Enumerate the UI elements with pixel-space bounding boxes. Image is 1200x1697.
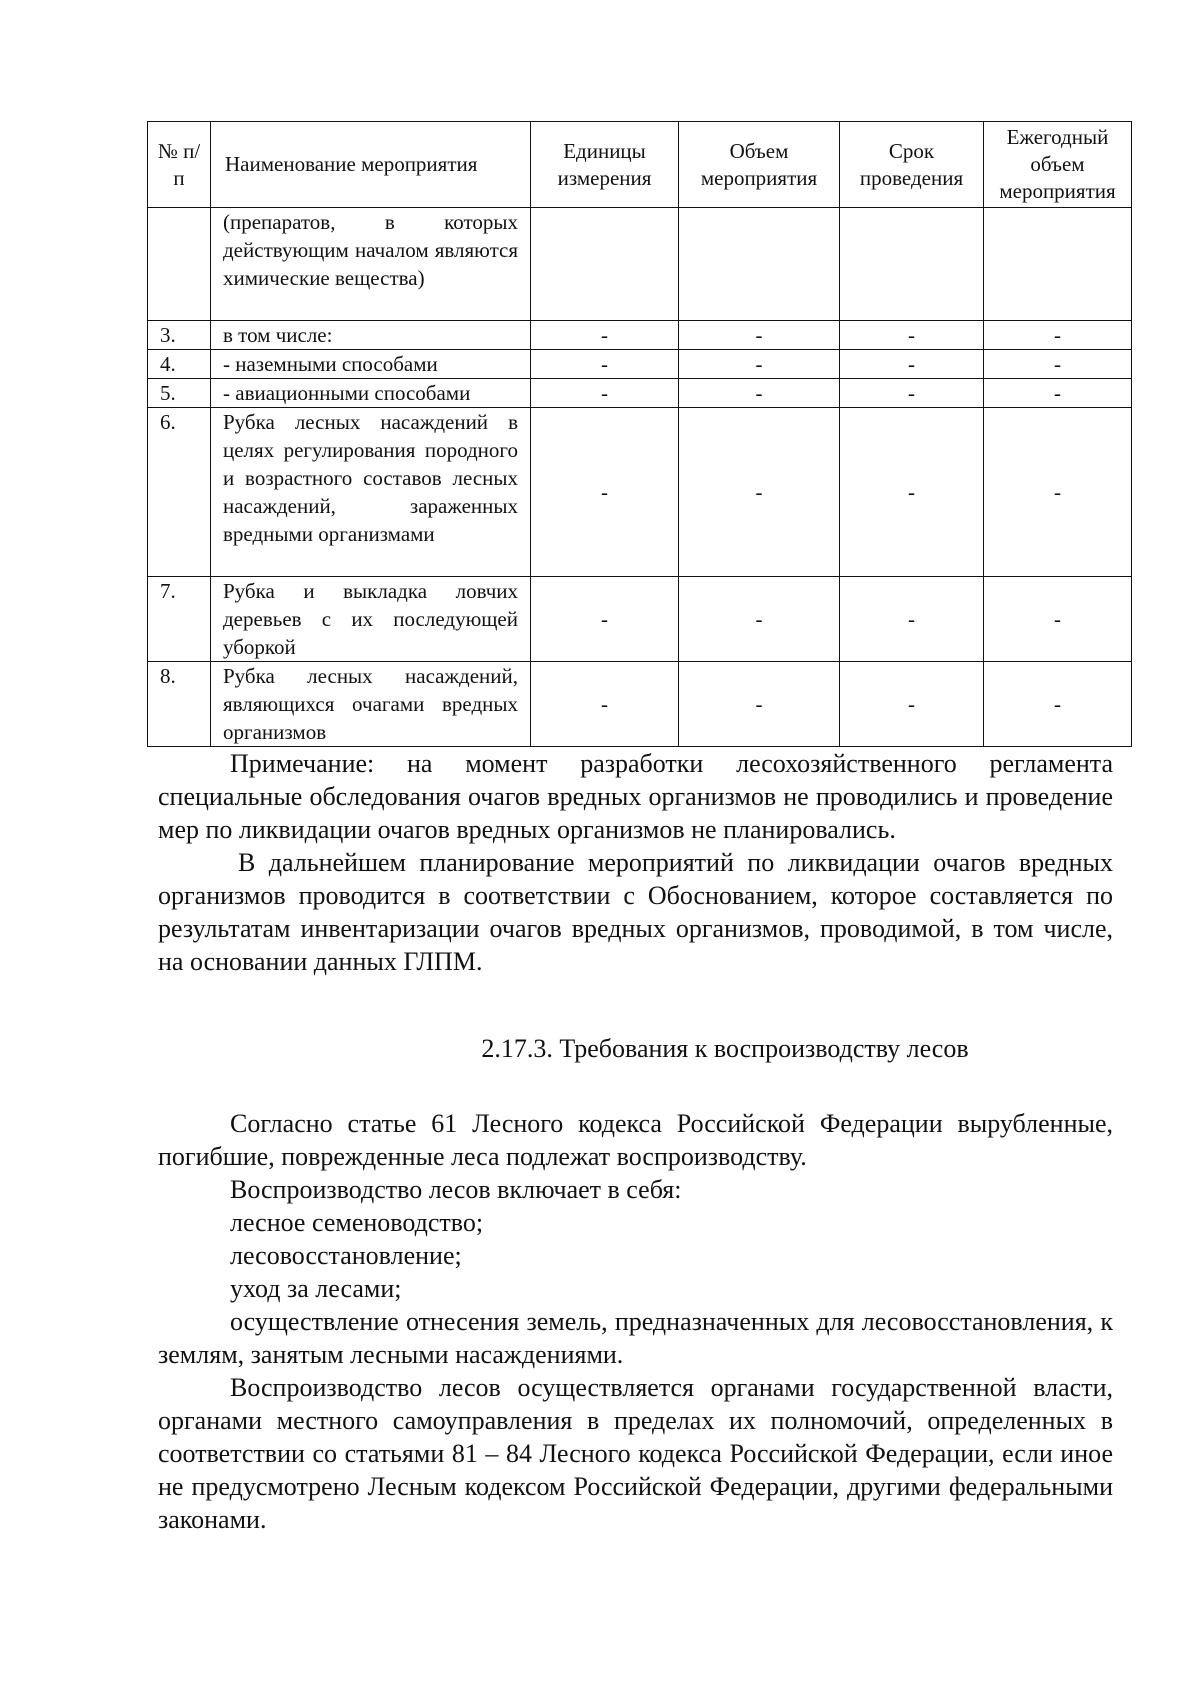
row-name: Рубка и выкладка ловчих деревьев с их последующей уборкой (211, 577, 531, 662)
section-body (158, 1107, 1113, 1536)
list-item: уход за лесами; (230, 1274, 402, 1303)
row-annual: - (984, 379, 1132, 408)
row-annual: - (984, 408, 1132, 577)
row-name: в том числе: (211, 321, 531, 350)
row-volume: - (679, 408, 840, 577)
row-unit: - (531, 350, 679, 379)
row-unit: - (531, 577, 679, 662)
row-num: 8. (148, 662, 211, 747)
row-term: - (840, 379, 984, 408)
list-item: осуществление отнесения земель, предназначенных для лесовосстановления, к землям, занятым лесными насаждениями. (158, 1307, 1113, 1369)
row-annual: - (984, 577, 1132, 662)
row-term: - (840, 662, 984, 747)
list-item: лесное семеноводство; (230, 1208, 484, 1237)
row-unit (531, 208, 679, 321)
row-annual: - (984, 321, 1132, 350)
row-term: - (840, 350, 984, 379)
table-row (148, 350, 1132, 379)
row-name: - авиационными способами (211, 379, 531, 408)
row-volume: - (679, 321, 840, 350)
row-num: 4. (148, 350, 211, 379)
row-annual (984, 208, 1132, 321)
row-unit: - (531, 408, 679, 577)
row-term: - (840, 577, 984, 662)
measures-table (147, 121, 1132, 747)
header-name: Наименование мероприятия (211, 122, 531, 208)
section-heading: 2.17.3. Требования к воспроизводству лесов (481, 1034, 969, 1063)
header-unit: Единицы измерения (531, 122, 679, 208)
row-num: 5. (148, 379, 211, 408)
note-paragraph-2: В дальнейшем планирование мероприятий по ликвидации очагов вредных организмов проводится в соответствии с Обоснованием, которое составляется по результатам инвентаризации очагов вредных организмов, проводимой, в том числе, на основании данных ГЛПМ. (158, 848, 1113, 976)
note-paragraph: Примечание: на момент разработки лесохозяйственного регламента специальные обследования очагов вредных организмов не проводились и проведение мер по ликвидации очагов вредных организмов не планировались. (158, 749, 1113, 844)
row-num: 3. (148, 321, 211, 350)
row-volume: - (679, 379, 840, 408)
section-paragraph-3: Воспроизводство лесов осуществляется органами государственной власти, органами местного самоуправления в пределах их полномочий, определенных в соответствии со статьями 81 – 84 Лесного кодекса Российской Федерации, если иное не предусмотрено Лесным кодексом Российской Федерации, другими федеральными законами. (158, 1373, 1113, 1534)
list-item: лесовосстановление; (230, 1241, 462, 1270)
table-row (148, 379, 1132, 408)
row-annual: - (984, 662, 1132, 747)
header-annual: Ежегодный объем мероприятия (984, 122, 1132, 208)
row-volume: - (679, 662, 840, 747)
row-term (840, 208, 984, 321)
row-name: (препаратов, в которых действующим началом являются химические вещества) (211, 208, 531, 321)
row-unit: - (531, 379, 679, 408)
header-num: № п/п (148, 122, 211, 208)
section-paragraph-2: Воспроизводство лесов включает в себя: (230, 1175, 682, 1204)
row-num (148, 208, 211, 321)
row-unit: - (531, 662, 679, 747)
row-volume: - (679, 577, 840, 662)
row-volume: - (679, 350, 840, 379)
table-row (148, 208, 1132, 321)
table-row (148, 321, 1132, 350)
table-row (148, 662, 1132, 747)
note-block (158, 747, 1113, 978)
header-volume: Объем мероприятия (679, 122, 840, 208)
row-unit: - (531, 321, 679, 350)
row-name: - наземными способами (211, 350, 531, 379)
row-annual: - (984, 350, 1132, 379)
section-paragraph-1: Согласно статье 61 Лесного кодекса Российской Федерации вырубленные, погибшие, поврежденные леса подлежат воспроизводству. (158, 1109, 1113, 1171)
row-name: Рубка лесных насаждений, являющихся очагами вредных организмов (211, 662, 531, 747)
table-row (148, 408, 1132, 577)
header-term: Срок проведения (840, 122, 984, 208)
row-volume (679, 208, 840, 321)
row-term: - (840, 321, 984, 350)
row-name: Рубка лесных насаждений в целях регулирования породного и возрастного составов лесных насаждений, зараженных вредными организмами (211, 408, 531, 577)
table-header-row (148, 122, 1132, 208)
row-term: - (840, 408, 984, 577)
row-num: 6. (148, 408, 211, 577)
table-row (148, 577, 1132, 662)
row-num: 7. (148, 577, 211, 662)
